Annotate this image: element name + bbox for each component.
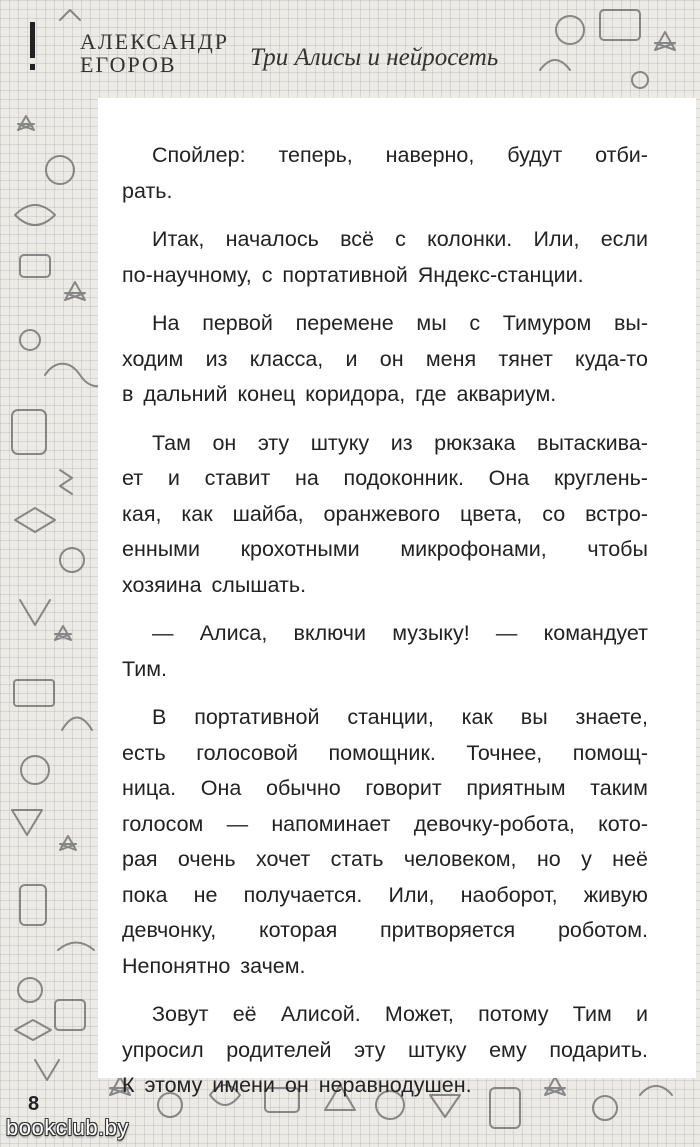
paragraph: [122, 700, 648, 984]
text-line: есть голосовой помощник. Точнее, помощ-: [122, 740, 648, 765]
body-text-block: [98, 98, 696, 1097]
text-line: На первой перемене мы с Тимуром вы-: [152, 311, 648, 335]
text-line: Итак, началось всё с колонки. Или, если: [152, 227, 648, 251]
text-line: ходим из класса, и он меня тянет куда-то: [122, 346, 648, 371]
author-name: [80, 30, 229, 76]
text-line: девчонку, которая притворяется роботом.: [122, 918, 648, 942]
author-first-name: АЛЕКСАНДР: [80, 29, 229, 54]
text-line: в дальний конец коридора, где аквариум.: [122, 382, 557, 406]
paragraph: [122, 222, 648, 293]
text-line: рая очень хочет стать человеком, но у неё: [122, 847, 648, 871]
text-line: К этому имени он неравнодушен.: [122, 1073, 472, 1097]
text-line: Там он эту штуку из рюкзака вытаскива-: [152, 430, 648, 455]
text-line: упросил родителей эту штуку ему подарить.: [122, 1037, 648, 1062]
text-line: рать.: [122, 178, 173, 203]
text-line: В портативной станции, как вы знаете,: [152, 705, 648, 729]
paragraph: [122, 997, 648, 1104]
text-line: Зовут её Алисой. Может, потому Тим и: [152, 1002, 648, 1026]
text-line: кая, как шайба, оранжевого цвета, со встро-: [122, 501, 648, 526]
text-line: енными крохотными микрофонами, чтобы: [122, 537, 648, 561]
running-header: [0, 0, 700, 100]
watermark: bookclub.by: [6, 1115, 129, 1140]
text-line: Непонятно зачем.: [122, 953, 306, 978]
paragraph: [122, 138, 648, 209]
paragraph: [122, 616, 648, 687]
text-line: хозяина слышать.: [122, 572, 307, 597]
text-line: ет и ставит на подоконник. Она круглень-: [122, 466, 648, 490]
text-line: по-научному, с портативной Яндекс-станции.: [122, 262, 584, 287]
page-number: 8: [28, 1093, 40, 1115]
book-title: Три Алисы и нейросеть: [250, 44, 499, 71]
exclamation-icon: [28, 22, 37, 72]
text-line: голосом — напоминает девочку-робота, кото-: [122, 811, 648, 836]
paragraph: [122, 306, 648, 413]
text-line: пока не получается. Или, наоборот, живую: [122, 882, 648, 907]
paragraph: [122, 426, 648, 604]
text-line: — Алиса, включи музыку! — командует: [152, 621, 648, 645]
author-last-name: ЕГОРОВ: [80, 52, 177, 77]
text-line: Тим.: [122, 656, 167, 681]
text-line: Спойлер: теперь, наверно, будут отби-: [152, 143, 648, 167]
text-line: ница. Она обычно говорит приятным таким: [122, 776, 648, 800]
